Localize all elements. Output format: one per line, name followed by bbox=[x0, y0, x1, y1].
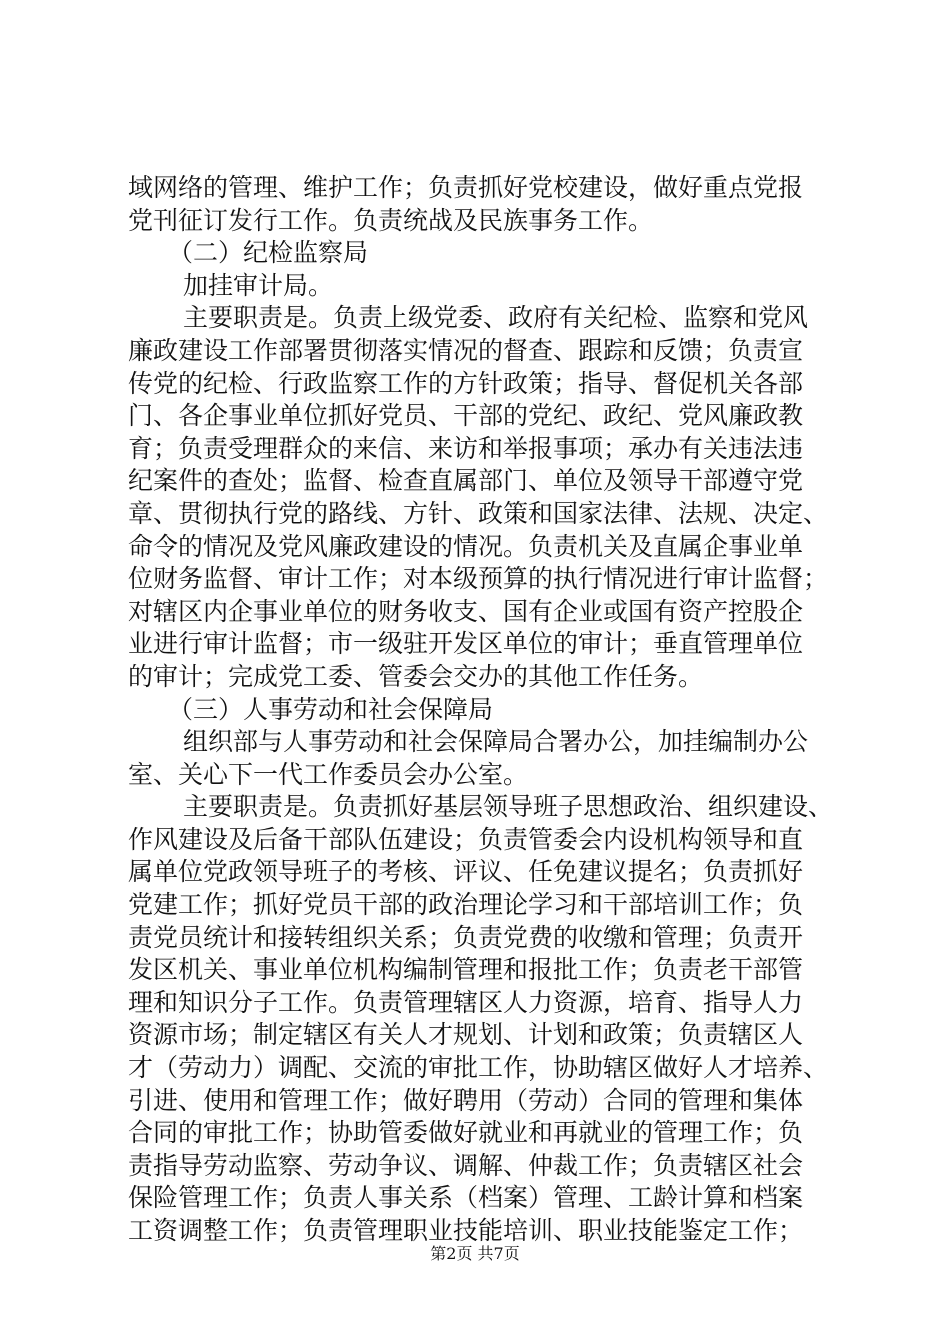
text-line: 责指导劳动监察、劳动争议、调解、仲裁工作；负责辖区社会 bbox=[128, 1150, 804, 1180]
text-line: 资源市场；制定辖区有关人才规划、计划和政策；负责辖区人 bbox=[128, 1020, 804, 1050]
text-line: 责党员统计和接转组织关系；负责党费的收缴和管理；负责开 bbox=[128, 922, 804, 952]
text-line: 加挂审计局。 bbox=[183, 270, 334, 300]
text-line: 发区机关、事业单位机构编制管理和报批工作；负责老干部管 bbox=[128, 955, 804, 985]
text-line: 理和知识分子工作。负责管理辖区人力资源，培育、指导人力 bbox=[128, 987, 804, 1017]
text-line: 主要职责是。负责抓好基层领导班子思想政治、组织建设、 bbox=[183, 792, 834, 822]
text-line: 育；负责受理群众的来信、来访和举报事项；承办有关违法违 bbox=[128, 433, 804, 463]
text-line: （二）纪检监察局 bbox=[168, 238, 369, 268]
text-line: （三）人事劳动和社会保障局 bbox=[168, 694, 494, 724]
text-line: 位财务监督、审计工作；对本级预算的执行情况进行审计监督； bbox=[128, 564, 829, 594]
text-line: 合同的审批工作；协助管委做好就业和再就业的管理工作；负 bbox=[128, 1118, 804, 1148]
text-line: 属单位党政领导班子的考核、评议、任免建议提名；负责抓好 bbox=[128, 857, 804, 887]
page-label: 第2页 共7页 bbox=[430, 1244, 520, 1263]
text-line: 引进、使用和管理工作；做好聘用（劳动）合同的管理和集体 bbox=[128, 1085, 804, 1115]
text-line: 保险管理工作；负责人事关系（档案）管理、工龄计算和档案 bbox=[128, 1183, 804, 1213]
text-line: 章、贯彻执行党的路线、方针、政策和国家法律、法规、决定、 bbox=[128, 498, 829, 528]
text-line: 命令的情况及党风廉政建设的情况。负责机关及直属企事业单 bbox=[128, 531, 804, 561]
text-line: 的审计；完成党工委、管委会交办的其他工作任务。 bbox=[128, 661, 704, 691]
text-line: 主要职责是。负责上级党委、政府有关纪检、监察和党风 bbox=[183, 303, 809, 333]
document-body bbox=[128, 172, 848, 1248]
text-line: 工资调整工作；负责管理职业技能培训、职业技能鉴定工作； bbox=[128, 1216, 804, 1245]
text-line: 室、关心下一代工作委员会办公室。 bbox=[128, 759, 529, 789]
text-line: 组织部与人事劳动和社会保障局合署办公，加挂编制办公 bbox=[183, 727, 809, 757]
text-line: 门、各企事业单位抓好党员、干部的党纪、政纪、党风廉政教 bbox=[128, 401, 804, 431]
text-line: 作风建设及后备干部队伍建设；负责管委会内设机构领导和直 bbox=[128, 824, 804, 854]
text-line: 传党的纪检、行政监察工作的方针政策；指导、督促机关各部 bbox=[128, 368, 804, 398]
text-line: 党刊征订发行工作。负责统战及民族事务工作。 bbox=[128, 205, 654, 235]
text-line: 域网络的管理、维护工作；负责抓好党校建设，做好重点党报 bbox=[128, 173, 804, 202]
text-line: 党建工作；抓好党员干部的政治理论学习和干部培训工作；负 bbox=[128, 890, 804, 920]
text-line: 廉政建设工作部署贯彻落实情况的督查、跟踪和反馈；负责宣 bbox=[128, 335, 804, 365]
page-number-footer bbox=[0, 1244, 950, 1264]
text-line: 对辖区内企事业单位的财务收支、国有企业或国有资产控股企 bbox=[128, 596, 804, 626]
text-line: 业进行审计监督；市一级驻开发区单位的审计；垂直管理单位 bbox=[128, 629, 804, 659]
text-line: 纪案件的查处；监督、检查直属部门、单位及领导干部遵守党 bbox=[128, 466, 804, 496]
text-line: 才（劳动力）调配、交流的审批工作，协助辖区做好人才培养、 bbox=[128, 1053, 829, 1083]
